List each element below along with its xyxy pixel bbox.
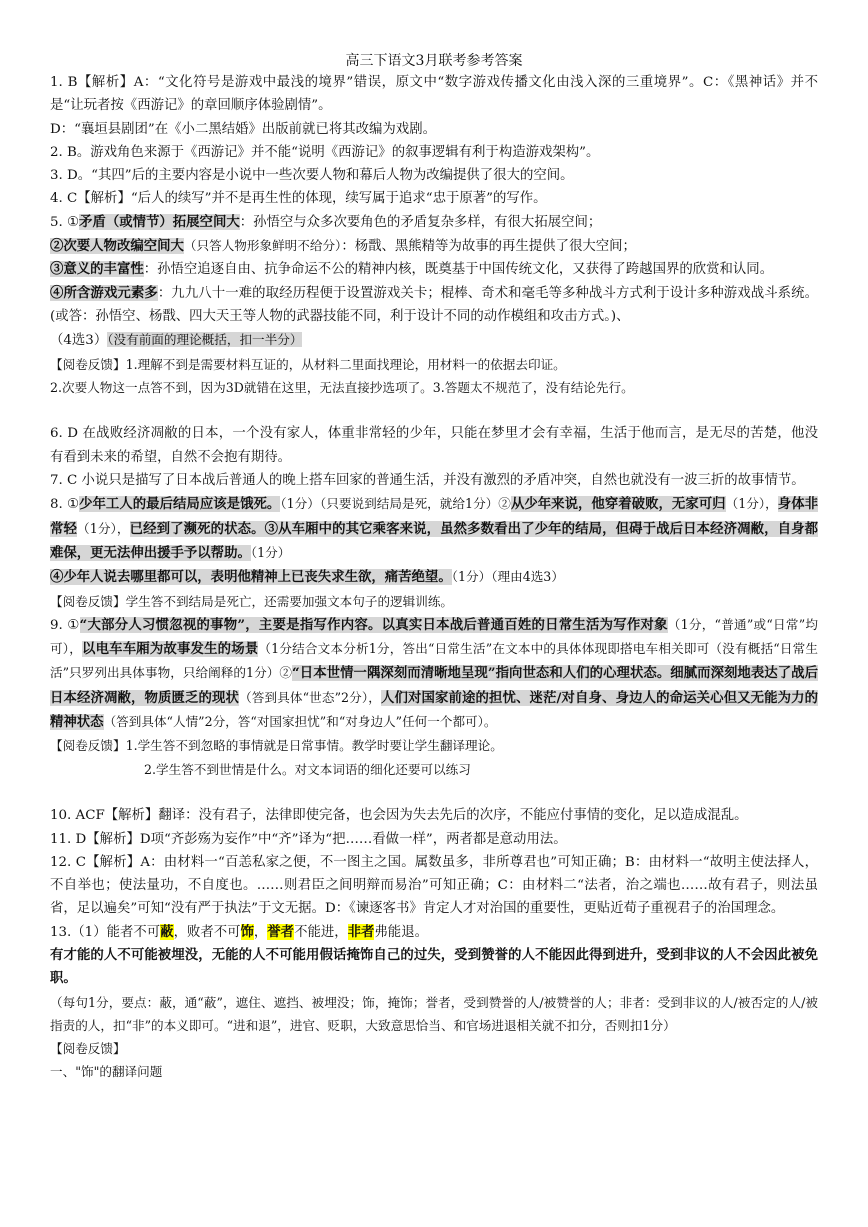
answer-8: 8. ①少年工人的最后结局应该是饿死。（1分）（只要说到结局是死，就给1分）②从少年来说，他穿着破败，无家可归（1分），身体非常轻（1分），已经到了濒死的状态。③从车厢中的其它乘客来说，虽然多数看出了少年的结局，但碍于战后日本经济凋敝，自身都难保，更无法伸出援手予以帮助。（1分） (50, 496, 819, 561)
answer-9-feedback-2: 2.学生答不到世情是什么。对文本词语的细化还要可以练习 (144, 761, 471, 777)
key-point: 次要人物改编空间大 (63, 238, 184, 255)
answer-13-sentence: 13.（1）能者不可蔽，败者不可饰，誉者不能进，非者弗能退。 (50, 923, 428, 940)
answer-5-point-2: ②次要人物改编空间大（只答人物形象鲜明不给分）：杨戬、黑熊精等为故事的再生提供了很大空间； (50, 238, 636, 255)
spacer (50, 399, 818, 422)
answer-4: 4. C【解析】“后人的续写”并不是再生性的体现，续写属于追求“忠于原著”的写作。 (50, 191, 547, 207)
key-point: 意义的丰富性 (63, 261, 144, 278)
answer-9-feedback-1: 【阅卷反馈】1.学生答不到忽略的事情就是日常事情。教学时要让学生翻译理论。 (50, 738, 503, 754)
answer-5-choice: （4选3）（没有前面的理论概括，扣一半分） (50, 332, 303, 349)
answer-10: 10. ACF【解析】翻译：没有君子，法律即使完备，也会因为失去先后的次序，不能应付事情的变化，足以造成混乱。 (50, 808, 748, 824)
answer-5-feedback-2: 2.次要人物这一点答不到，因为3D就错在这里，无法直接抄选项了。3.答题太不规范了，没有结论先行。 (50, 379, 634, 395)
answer-11: 11. D【解析】D项“齐彭殇为妄作”中“齐”译为“把……看做一样”，两者都是意动用法。 (50, 831, 567, 847)
answer-7: 7. C 小说只是描写了日本战后普通人的晚上搭车回家的普通生活，并没有激烈的矛盾冲突，自然也就没有一波三折的故事情节。 (50, 473, 805, 489)
answer-5-point-1: 5. ①矛盾（或情节）拓展空间大：孙悟空与众多次要角色的矛盾复杂多样，有很大拓展空间； (50, 213, 602, 230)
answer-1-line-2: D：“襄垣县剧团”在《小二黑结婚》出版前就已将其改编为戏剧。 (50, 121, 436, 137)
answer-5-feedback-1: 【阅卷反馈】1.理解不到是需要材料互证的，从材料二里面找理论，用材料一的依据去印证。 (50, 356, 566, 372)
answer-5-point-4: ④所含游戏元素多：九九八十一难的取经历程便于设置游戏关卡；棍棒、奇术和毫毛等多种战斗方式利于设计多种游戏战斗系统。(或答：孙悟空、杨戬、四大天王等人物的武器技能不同，利于设计不同的动作模组和攻击方式。)、 (50, 284, 819, 324)
scoring-note: （没有前面的理论概括，扣一半分） (107, 332, 303, 348)
answer-5-point-3: ③意义的丰富性：孙悟空追逐自由、抗争命运不公的精神内核，既奠基于中国传统文化，又获得了跨越国界的欣赏和认同。 (50, 261, 774, 278)
answer-13-feedback: 【阅卷反馈】 (50, 1041, 126, 1057)
answer-6: 6. D 在战败经济凋敝的日本，一个没有家人，体重非常轻的少年，只能在梦里才会有幸福，生活于他而言，是无尽的苦楚，他没有看到未来的希望，自然不会抱有期待。 (50, 426, 818, 465)
key-point: 矛盾（或情节）拓展空间大 (79, 213, 240, 230)
answer-8-feedback: 【阅卷反馈】学生答不到结局是死亡，还需要加强文本句子的逻辑训练。 (50, 593, 453, 609)
answer-13-scoring-note: （每句1分，要点：蔽，通“蔽”，遮住、遮挡、被埋没；饰，掩饰；誉者，受到赞誉的人/被赞誉的人；非者：受到非议的人/被否定的人/被指责的人，扣“非”的本义即可。“进和退”，进官、贬职，大致意思恰当、和官场进退相关就不扣分，否则扣1分） (50, 994, 818, 1033)
scoring-note: （只答人物形象鲜明不给分） (183, 238, 342, 254)
answer-13-translation: 有才能的人不可能被埋没，无能的人不可能用假话掩饰自己的过失，受到赞誉的人不能因此得到进升，受到非议的人不会因此被免职。 (50, 946, 818, 987)
key-point: 所含游戏元素多 (63, 284, 158, 301)
answer-2: 2. B。游戏角色来源于《西游记》并不能“说明《西游记》的叙事逻辑有利于构造游戏架构”。 (50, 144, 600, 160)
answer-3: 3. D。“其四”后的主要内容是小说中一些次要人物和幕后人物为改编提供了很大的空间。 (50, 168, 574, 184)
answer-1-line-1: 1. B【解析】A：“文化符号是游戏中最浅的境界”错误，原文中“数字游戏传播文化由浅入深的三重境界”。C：《黑神话》并不是“让玩者按《西游记》的章回顺序体验剧情”。 (50, 75, 818, 114)
answer-9: 9. ①“大部分人习惯忽视的事物”，主要是指写作内容。以真实日本战后普通百姓的日常生活为写作对象（1分，“普通”或“日常”均可），以电车车厢为故事发生的场景（1分结合文本分析1分，答出“日常生活”在文本中的具体体现即搭电车相关即可（没有概括“日常生活”只罗列出具体事物，只给阐释的1分）②“日本世情一隅深刻而清晰地呈现”指向世态和人们的心理状态。细腻而深刻地表达了战后日本经济凋敝，物质匮乏的现状（答到具体“世态”2分），人们对国家前途的担忧、迷茫/对自身、身边人的命运关心但又无能为力的精神状态（答到具体“人情”2分，答“对国家担忧”和“对身边人”任何一个都可）。 (50, 616, 819, 731)
answer-13-feedback-item: 一、"饰"的翻译问题 (50, 1064, 163, 1080)
spacer (50, 781, 818, 804)
answer-8-point-4: ④少年人说去哪里都可以，表明他精神上已丧失求生欲，痛苦绝望。（1分）（理由4选3） (50, 569, 564, 586)
answer-12: 12. C【解析】A：由材料一“百恙私家之便，不一图主之国。属数虽多，非所尊君也”可知正确；B：由材料一“故明主使法择人，不自举也；使法量功，不自度也。……则君臣之间明辩而易治”可知正确；C：由材料二“法者，治之端也……故有君子，则法虽省，足以遍矣”可知“没有严于执法”于文无据。D：《谏逐客书》肯定人才对治国的重要性，更贴近荀子重视君子的治国理念。 (50, 854, 818, 917)
page-title: 高三下语文3月联考参考答案 (345, 53, 523, 69)
